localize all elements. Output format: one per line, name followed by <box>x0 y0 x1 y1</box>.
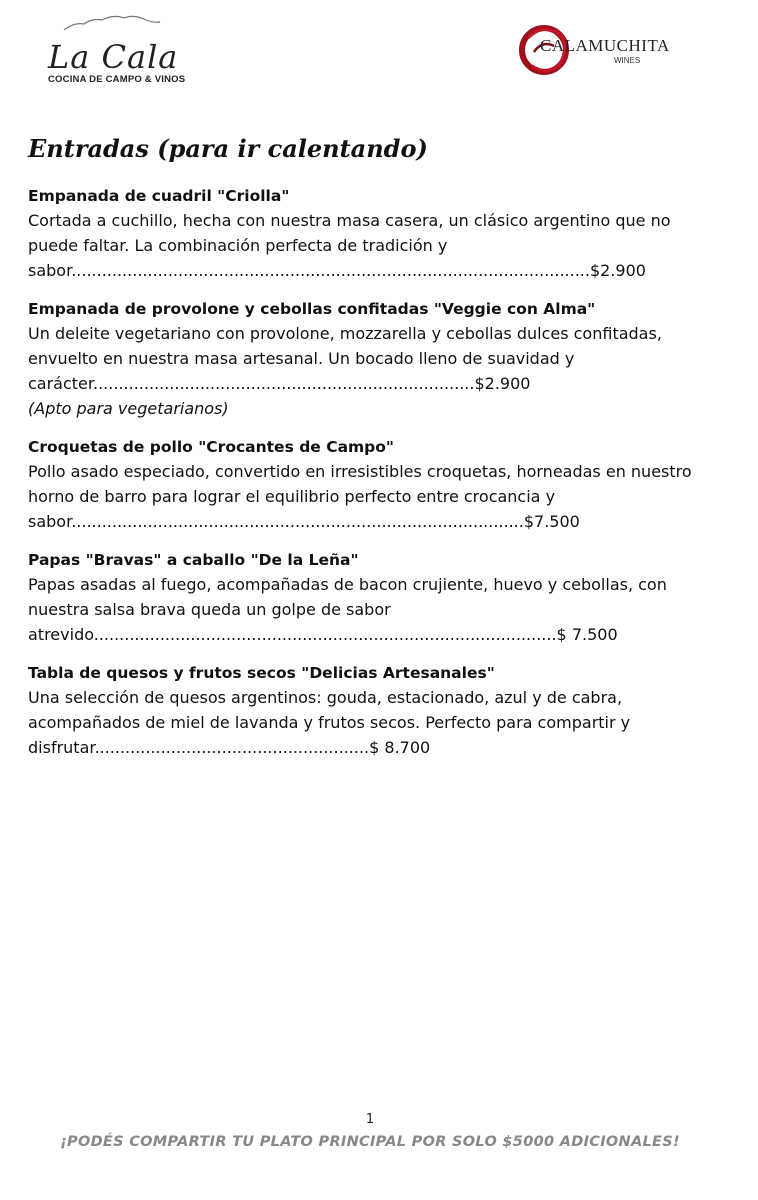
menu-item <box>28 661 718 760</box>
item-name: Empanada de provolone y cebollas confitadas "Veggie con Alma" <box>28 300 596 318</box>
restaurant-logo <box>44 12 184 90</box>
item-price-line: carácter...........................................................................$2.900 <box>28 374 531 393</box>
item-description: Una selección de quesos argentinos: gouda, estacionado, azul y de cabra, acompañados de miel de lavanda y frutos secos. Perfecto para compartir y <box>28 688 631 732</box>
item-name: Empanada de cuadril "Criolla" <box>28 187 290 205</box>
brand-name: La Cala <box>48 38 179 76</box>
menu-item <box>28 297 718 421</box>
winery-logo <box>518 18 678 84</box>
brand-tagline: COCINA DE CAMPO & VINOS <box>48 74 186 85</box>
item-price-line: atrevido...........................................................................................$ 7.500 <box>28 625 618 644</box>
mountain-icon <box>62 12 162 34</box>
winery-tagline: WINES <box>614 56 641 65</box>
section-title: Entradas (para ir calentando) <box>28 134 428 163</box>
item-note: (Apto para vegetarianos) <box>28 399 229 418</box>
item-description: Cortada a cuchillo, hecha con nuestra masa casera, un clásico argentino que no puede faltar. La combinación perfecta de tradición y <box>28 211 671 255</box>
item-name: Papas "Bravas" a caballo "De la Leña" <box>28 551 359 569</box>
menu-items <box>28 184 718 774</box>
item-price-line: sabor.........................................................................................$7.500 <box>28 512 580 531</box>
footer-promo: ¡PODÉS COMPARTIR TU PLATO PRINCIPAL POR SOLO $5000 ADICIONALES! <box>60 1134 680 1150</box>
item-price-line: sabor......................................................................................................$2.900 <box>28 261 646 280</box>
menu-item <box>28 548 718 647</box>
item-description: Papas asadas al fuego, acompañadas de bacon crujiente, huevo y cebollas, con nuestra salsa brava queda un golpe de sabor <box>28 575 667 619</box>
item-name: Croquetas de pollo "Crocantes de Campo" <box>28 438 394 456</box>
item-description: Un deleite vegetariano con provolone, mozzarella y cebollas dulces confitadas, envuelto en nuestra masa artesanal. Un bocado lleno de suavidad y <box>28 324 662 368</box>
menu-item <box>28 435 718 534</box>
item-price-line: disfrutar......................................................$ 8.700 <box>28 738 431 757</box>
menu-item <box>28 184 718 283</box>
winery-name: CALAMUCHITA <box>540 36 670 55</box>
item-name: Tabla de quesos y frutos secos "Delicias Artesanales" <box>28 664 495 682</box>
item-description: Pollo asado especiado, convertido en irresistibles croquetas, horneadas en nuestro horno de barro para lograr el equilibrio perfecto entre crocancia y <box>28 462 692 506</box>
page-number: 1 <box>365 1112 375 1127</box>
